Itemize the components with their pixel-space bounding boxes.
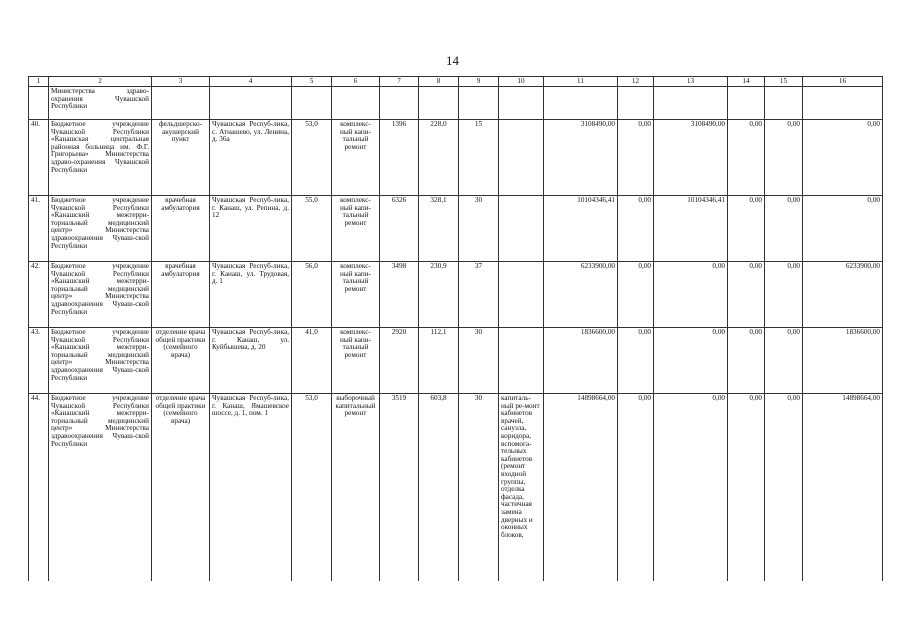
cell-year: 56,0 xyxy=(292,262,332,328)
column-header: 11 xyxy=(544,77,618,87)
cell-year: 53,0 xyxy=(292,120,332,196)
data-table xyxy=(28,76,883,581)
cell-description xyxy=(499,120,544,196)
cell-value: 603,8 xyxy=(419,394,459,582)
table-row xyxy=(29,120,883,196)
cell-empty xyxy=(292,87,332,120)
page-number: 14 xyxy=(446,53,459,68)
cell-facility: отделение врача общей практики (семейного врача) xyxy=(152,394,210,582)
cell-work-type: комплекс-ный капи-тальный ремонт xyxy=(332,120,380,196)
cell-value: 15 xyxy=(459,120,499,196)
cell-empty xyxy=(380,87,419,120)
column-header: 4 xyxy=(210,77,292,87)
cell-amount: 0,00 xyxy=(765,262,803,328)
column-header: 5 xyxy=(292,77,332,87)
cell-address: Чувашская Респуб-лика, с. Атнашево, ул. Ленина, д. 36а xyxy=(210,120,292,196)
cell-value: 30 xyxy=(459,328,499,394)
cell-empty xyxy=(654,87,728,120)
continuation-row xyxy=(29,87,883,120)
cell-institution: Бюджетное учреждение Чувашской Республики «Канашский межтерри-ториальный медицинский центр» Министерства здравоохранения Чуваш-ской Республики xyxy=(49,328,152,394)
cell-amount: 0,00 xyxy=(728,328,765,394)
column-header: 14 xyxy=(728,77,765,87)
cell-amount: 0,00 xyxy=(765,328,803,394)
cell-amount: 1836600,00 xyxy=(544,328,618,394)
cell-value: 112,1 xyxy=(419,328,459,394)
cell-value: 6326 xyxy=(380,196,419,262)
cell-address: Чувашская Респуб-лика, г. Канаш, ул. Трудовая, д. 1 xyxy=(210,262,292,328)
cell-description: капиталь-ный ре-монт кабинетов врачей, санузла, коридора, вспомога-тельных кабинетов (ремонт входной группы, отделка фасада, частичная замена дверных и оконных блоков, xyxy=(499,394,544,582)
cell-amount: 10104346,41 xyxy=(544,196,618,262)
column-header: 12 xyxy=(618,77,654,87)
cell-empty xyxy=(152,87,210,120)
cell-amount: 0,00 xyxy=(765,394,803,582)
table-body xyxy=(29,77,883,582)
column-header: 8 xyxy=(419,77,459,87)
cell-empty xyxy=(332,87,380,120)
cell-num: 41. xyxy=(29,196,49,262)
cell-amount: 0,00 xyxy=(654,262,728,328)
cell-amount: 0,00 xyxy=(618,394,654,582)
cell-empty xyxy=(210,87,292,120)
cell-value: 328,1 xyxy=(419,196,459,262)
cell-num: 40. xyxy=(29,120,49,196)
cell-description xyxy=(499,328,544,394)
cell-facility: фельдшерско-акушерский пункт xyxy=(152,120,210,196)
table-row xyxy=(29,394,883,582)
column-header: 10 xyxy=(499,77,544,87)
column-header: 1 xyxy=(29,77,49,87)
cell-amount: 14898664,00 xyxy=(803,394,883,582)
cell-work-type: комплекс-ный капи-тальный ремонт xyxy=(332,262,380,328)
cell-value: 30 xyxy=(459,394,499,582)
cell-amount: 0,00 xyxy=(765,196,803,262)
cell-value: 228,0 xyxy=(419,120,459,196)
cell-facility: врачебная амбулатория xyxy=(152,262,210,328)
cell-description xyxy=(499,196,544,262)
table-row xyxy=(29,328,883,394)
cell-empty xyxy=(728,87,765,120)
cell-work-type: комплекс-ный капи-тальный ремонт xyxy=(332,328,380,394)
cell-value: 230,9 xyxy=(419,262,459,328)
cell-amount: 3108490,00 xyxy=(654,120,728,196)
cell-amount: 0,00 xyxy=(618,120,654,196)
cell-amount: 0,00 xyxy=(654,328,728,394)
cell-empty xyxy=(419,87,459,120)
cell-amount: 0,00 xyxy=(728,262,765,328)
cell-institution: Бюджетное учреждение Чувашской Республики «Канашский межтерри-ториальный медицинский центр» Министерства здравоохранения Чуваш-ской Республики xyxy=(49,394,152,582)
table-row xyxy=(29,196,883,262)
table-row xyxy=(29,262,883,328)
cell-work-type: комплекс-ный капи-тальный ремонт xyxy=(332,196,380,262)
cell-empty xyxy=(765,87,803,120)
cell-num xyxy=(29,87,49,120)
column-header: 15 xyxy=(765,77,803,87)
cell-year: 41,0 xyxy=(292,328,332,394)
cell-amount: 6233900,00 xyxy=(803,262,883,328)
cell-value: 1396 xyxy=(380,120,419,196)
column-header: 7 xyxy=(380,77,419,87)
cell-work-type: выборочный капитальный ремонт xyxy=(332,394,380,582)
cell-amount: 0,00 xyxy=(803,196,883,262)
column-header: 2 xyxy=(49,77,152,87)
cell-amount: 0,00 xyxy=(803,120,883,196)
cell-amount: 0,00 xyxy=(618,328,654,394)
cell-empty xyxy=(459,87,499,120)
cell-institution: Министерства здраво-охранения Чувашской Республики xyxy=(49,87,152,120)
column-header: 13 xyxy=(654,77,728,87)
column-header: 16 xyxy=(803,77,883,87)
cell-value: 37 xyxy=(459,262,499,328)
cell-empty xyxy=(544,87,618,120)
cell-facility: отделение врача общей практики (семейного врача) xyxy=(152,328,210,394)
cell-institution: Бюджетное учреждение Чувашской Республики «Канашская центральная районная больница им. Ф.Г. Григорьева» Министерства здраво-охранения Чувашской Республики xyxy=(49,120,152,196)
cell-amount: 0,00 xyxy=(618,262,654,328)
cell-address: Чувашская Респуб-лика, г. Канаш, ул. Репина, д. 12 xyxy=(210,196,292,262)
column-header: 3 xyxy=(152,77,210,87)
cell-institution: Бюджетное учреждение Чувашской Республики «Канашский межтерри-ториальный медицинский центр» Министерства здравоохранения Чуваш-ской Республики xyxy=(49,196,152,262)
cell-amount: 6233900,00 xyxy=(544,262,618,328)
cell-amount: 1836600,00 xyxy=(803,328,883,394)
cell-year: 55,0 xyxy=(292,196,332,262)
cell-amount: 0,00 xyxy=(765,120,803,196)
cell-institution: Бюджетное учреждение Чувашской Республики «Канашский межтерри-ториальный медицинский центр» Министерства здравоохранения Чуваш-ской Республики xyxy=(49,262,152,328)
cell-empty xyxy=(499,87,544,120)
cell-amount: 0,00 xyxy=(728,120,765,196)
cell-address: Чувашская Респуб-лика, г. Канаш, Ямашевское шоссе, д. 1, пом. 1 xyxy=(210,394,292,582)
column-number-row xyxy=(29,77,883,87)
cell-amount: 0,00 xyxy=(618,196,654,262)
cell-num: 44. xyxy=(29,394,49,582)
cell-amount: 10104346,41 xyxy=(654,196,728,262)
cell-description xyxy=(499,262,544,328)
cell-amount: 0,00 xyxy=(728,394,765,582)
cell-facility: врачебная амбулатория xyxy=(152,196,210,262)
cell-amount: 0,00 xyxy=(728,196,765,262)
cell-amount: 14898664,00 xyxy=(544,394,618,582)
cell-value: 3498 xyxy=(380,262,419,328)
cell-year: 53,0 xyxy=(292,394,332,582)
cell-amount: 3108490,00 xyxy=(544,120,618,196)
cell-num: 43. xyxy=(29,328,49,394)
cell-num: 42. xyxy=(29,262,49,328)
cell-amount: 0,00 xyxy=(654,394,728,582)
column-header: 9 xyxy=(459,77,499,87)
column-header: 6 xyxy=(332,77,380,87)
cell-empty xyxy=(618,87,654,120)
cell-address: Чувашская Респуб-лика, г. Канаш, ул. Куйбышева, д. 20 xyxy=(210,328,292,394)
cell-empty xyxy=(803,87,883,120)
cell-value: 30 xyxy=(459,196,499,262)
cell-value: 2920 xyxy=(380,328,419,394)
cell-value: 3519 xyxy=(380,394,419,582)
